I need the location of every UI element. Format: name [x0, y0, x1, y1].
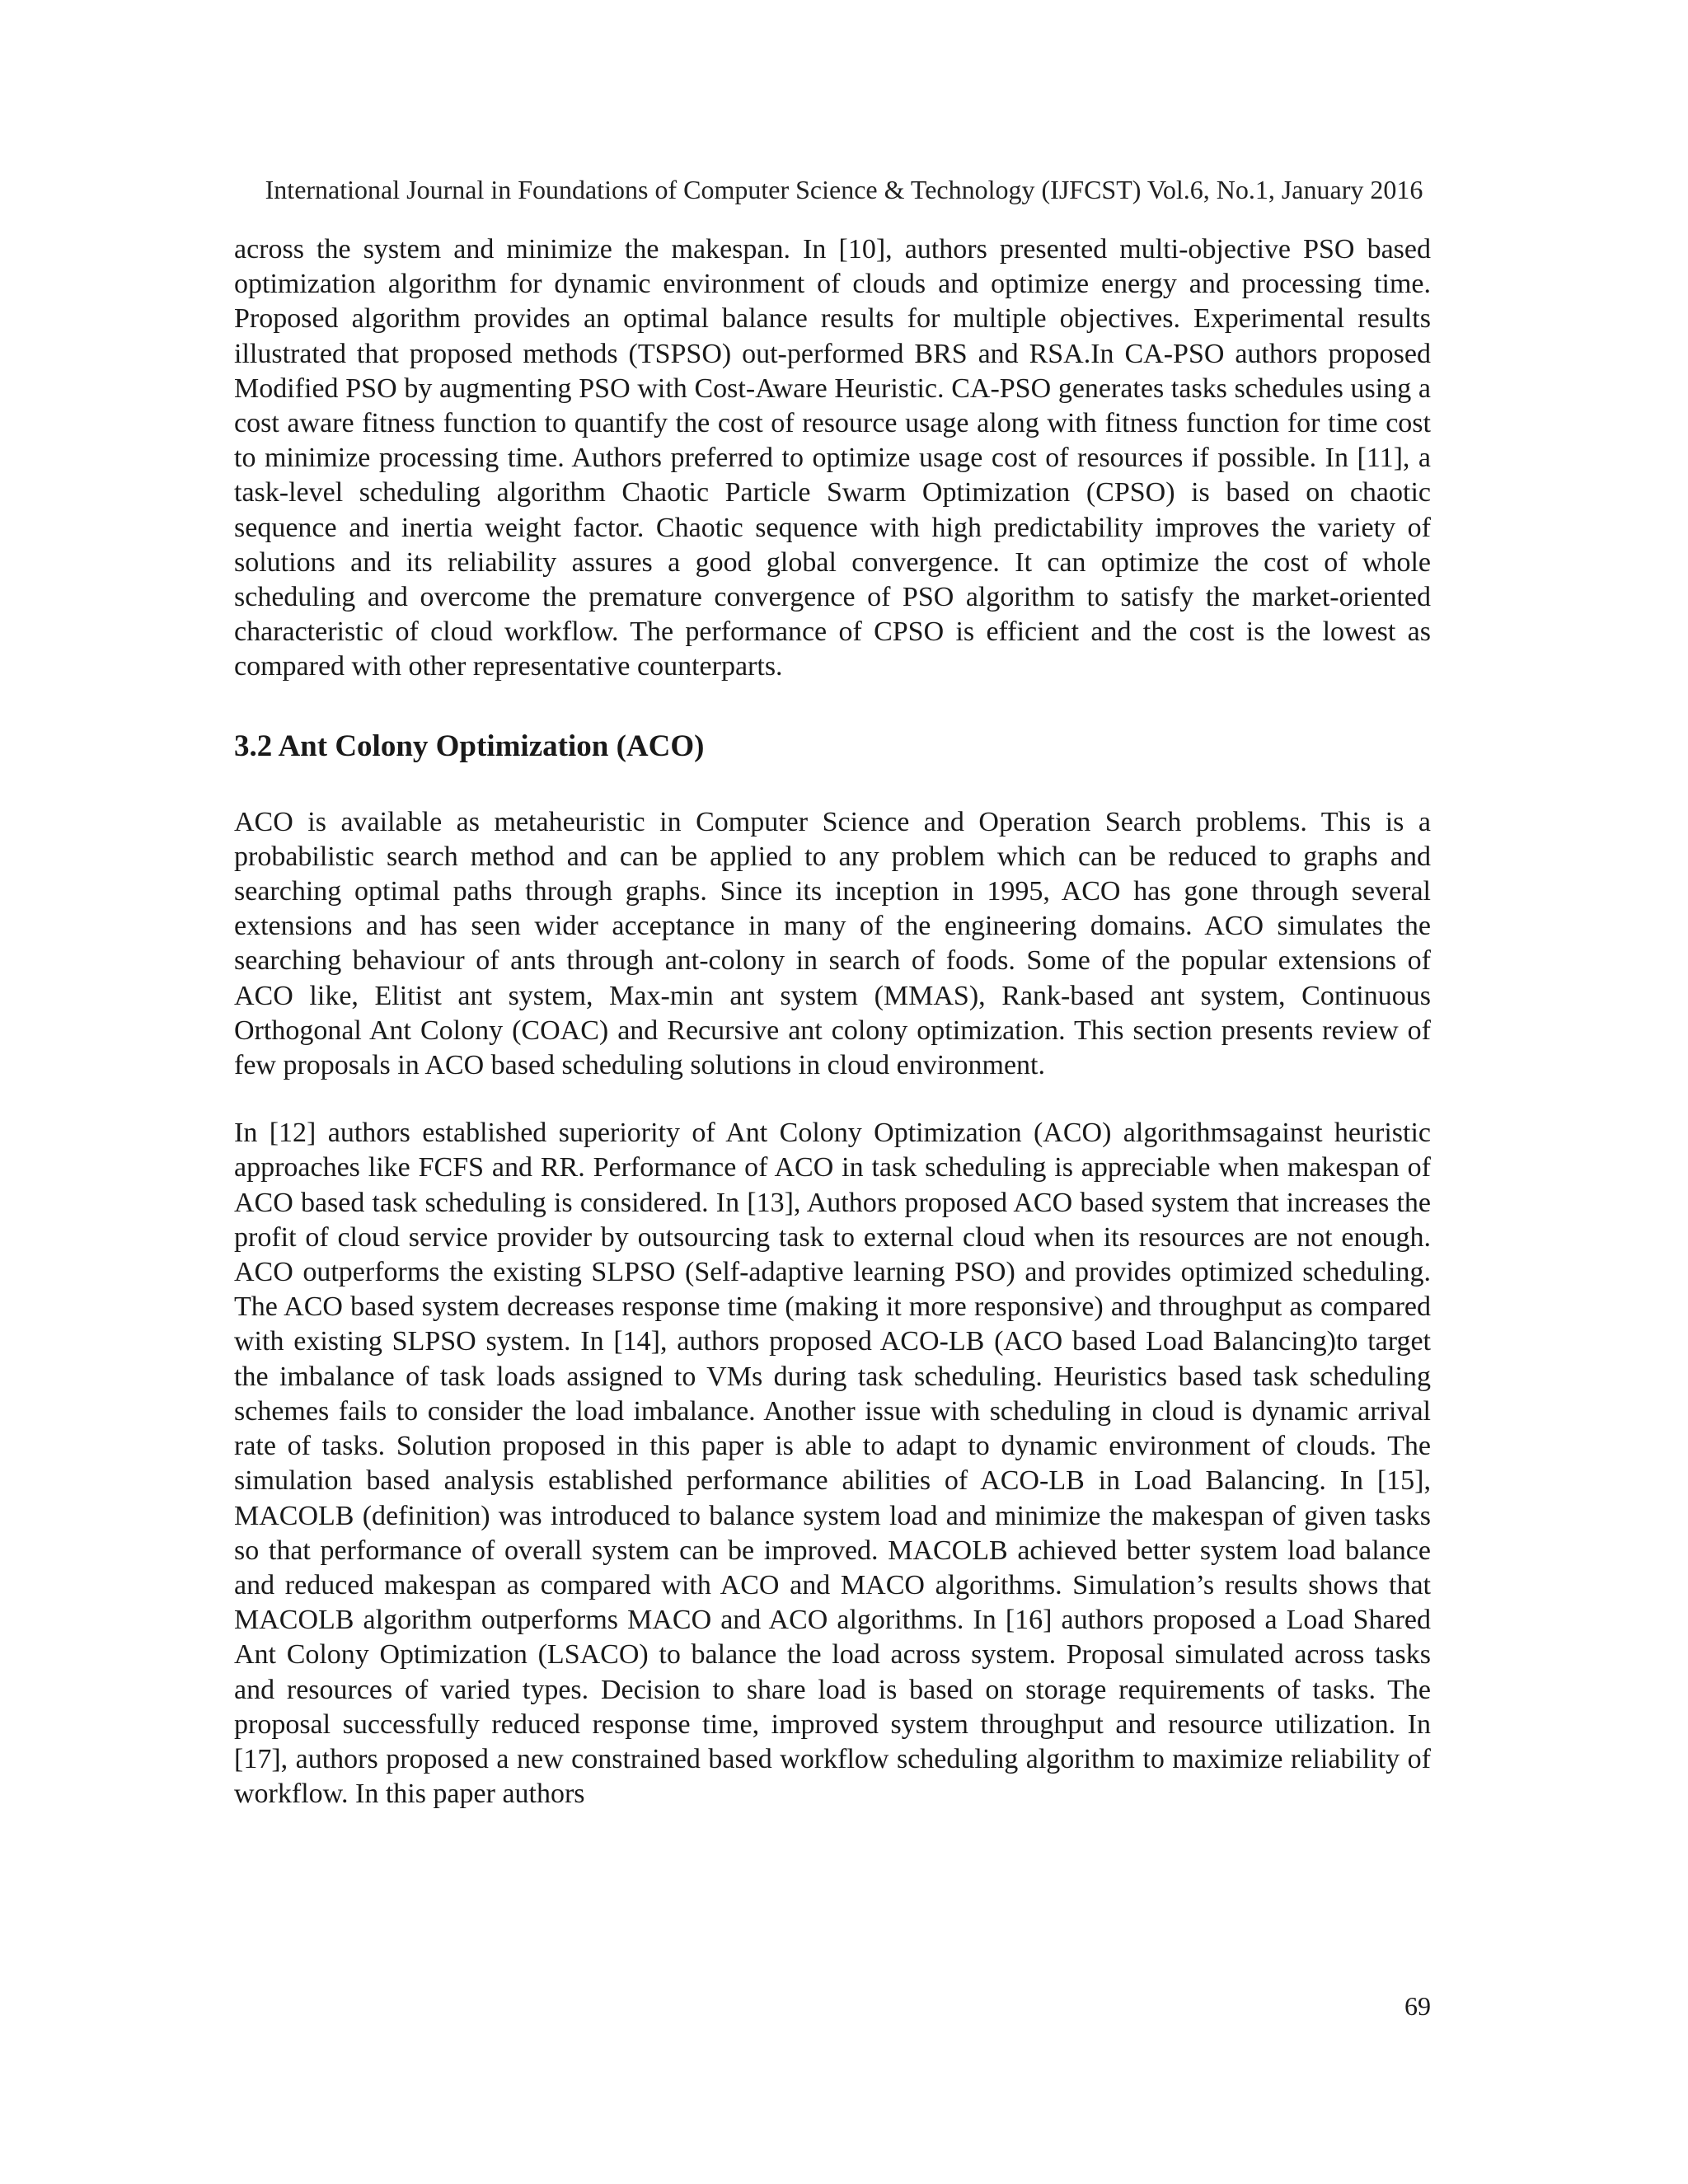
running-head: International Journal in Foundations of Computer Science & Technology (IJFCST) Vol.6, No.1, January 2016 [265, 175, 1423, 204]
page-number: 69 [1404, 1991, 1431, 2021]
body-paragraph-aco-review: In [12] authors established superiority of Ant Colony Optimization (ACO) algorithmsagainst heuristic approaches like FCFS and RR. Performance of ACO in task scheduling is appreciable when makespan of ACO based task scheduling is considered. In [13], Authors proposed ACO based system that increases the profit of cloud service provider by outsourcing task to external cloud when its resources are not enough. ACO outperforms the existing SLPSO (Self-adaptive learning PSO) and provides optimized scheduling. The ACO based system decreases response time (making it more responsive) and throughput as compared with existing SLPSO system. In [14], authors proposed ACO-LB (ACO based Load Balancing)to target the imbalance of task loads assigned to VMs during task scheduling. Heuristics based task scheduling schemes fails to consider the load imbalance. Another issue with scheduling in cloud is dynamic arrival rate of tasks. Solution proposed in this paper is able to adapt to dynamic environment of clouds. The simulation based analysis established performance abilities of ACO-LB in Load Balancing. In [15], MACOLB (definition) was introduced to balance system load and minimize the makespan of given tasks so that performance of overall system can be improved. MACOLB achieved better system load balance and reduced makespan as compared with ACO and MACO algorithms. Simulation’s results shows that MACOLB algorithm outperforms MACO and ACO algorithms. In [16] authors proposed a Load Shared Ant Colony Optimization (LSACO) to balance the load across system. Proposal simulated across tasks and resources of varied types. Decision to share load is based on storage requirements of tasks. The proposal successfully reduced response time, improved system throughput and resource utilization. In [17], authors proposed a new constrained based workflow scheduling algorithm to maximize reliability of workflow. In this paper authors [234, 1118, 1431, 1810]
body-paragraph-aco-intro: ACO is available as metaheuristic in Computer Science and Operation Search problems. This is a probabilistic search method and can be applied to any problem which can be reduced to graphs and searching optimal paths through graphs. Since its inception in 1995, ACO has gone through several extensions and has seen wider acceptance in many of the engineering domains. ACO simulates the searching behaviour of ants through ant-colony in search of foods. Some of the popular extensions of ACO like, Elitist ant system, Max-min ant system (MMAS), Rank-based ant system, Continuous Orthogonal Ant Colony (COAC) and Recursive ant colony optimization. This section presents review of few proposals in ACO based scheduling solutions in cloud environment. [234, 806, 1431, 1081]
page-body [234, 232, 1431, 1811]
section-heading-aco: 3.2 Ant Colony Optimization (ACO) [234, 729, 705, 763]
body-paragraph-pso-continued: across the system and minimize the makespan. In [10], authors presented multi-objective PSO based optimization algorithm for dynamic environment of clouds and optimize energy and processing time. Proposed algorithm provides an optimal balance results for multiple objectives. Experimental results illustrated that proposed methods (TSPSO) out-performed BRS and RSA.In CA-PSO authors proposed Modified PSO by augmenting PSO with Cost-Aware Heuristic. CA-PSO generates tasks schedules using a cost aware fitness function to quantify the cost of resource usage along with fitness function for time cost to minimize processing time. Authors preferred to optimize usage cost of resources if possible. In [11], a task-level scheduling algorithm Chaotic Particle Swarm Optimization (CPSO) is based on chaotic sequence and inertia weight factor. Chaotic sequence with high predictability improves the variety of solutions and its reliability assures a good global convergence. It can optimize the cost of whole scheduling and overcome the premature convergence of PSO algorithm to satisfy the market-oriented characteristic of cloud workflow. The performance of CPSO is efficient and the cost is the lowest as compared with other representative counterparts. [234, 234, 1431, 682]
